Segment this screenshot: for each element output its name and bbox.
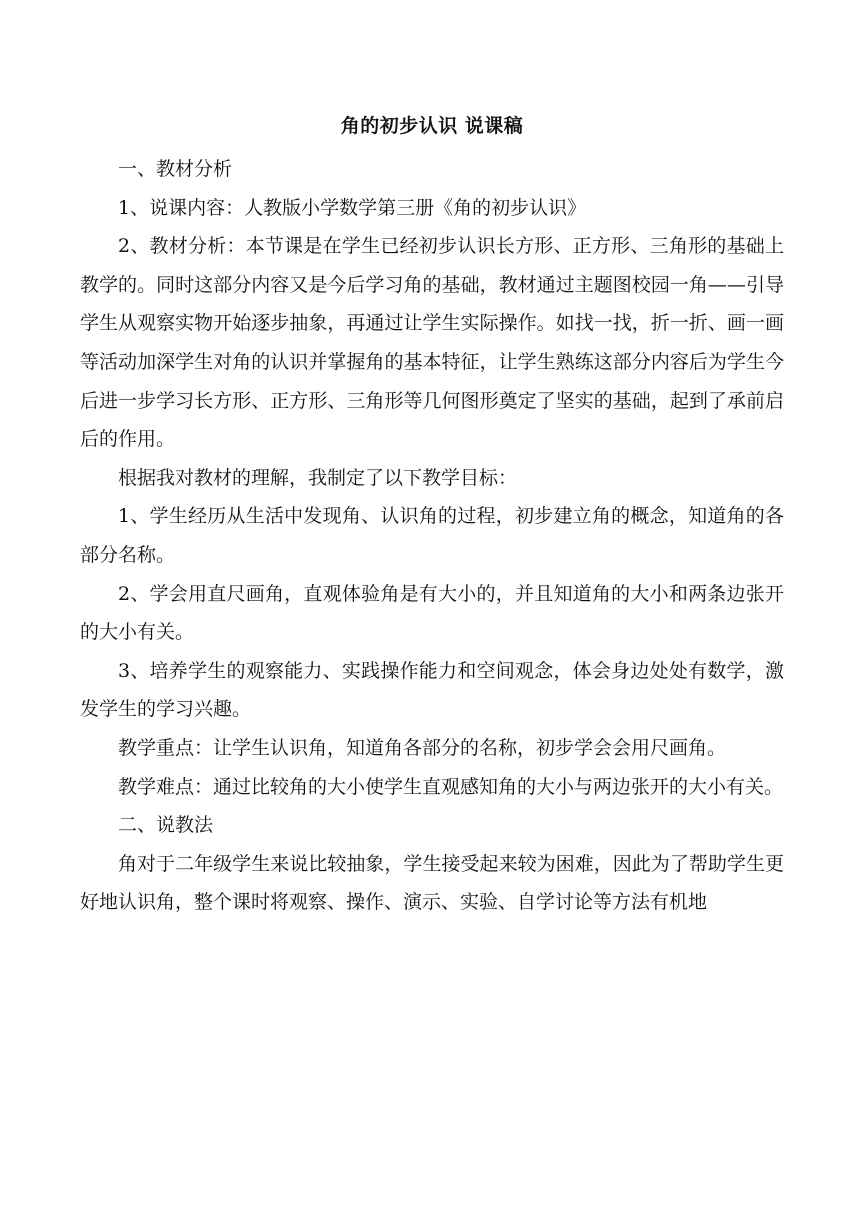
paragraph-goals-intro: 根据我对教材的理解，我制定了以下教学目标： <box>118 466 518 489</box>
document-title: 角的初步认识 说课稿 <box>340 115 524 137</box>
paragraph-goal-1: 1、学生经历从生活中发现角、认识角的过程，初步建立角的概念，知道角的各部分名称。 <box>80 505 784 566</box>
section-heading-materials: 一、教材分析 <box>118 158 233 180</box>
document-body <box>80 112 784 922</box>
paragraph-material-analysis: 2、教材分析：本节课是在学生已经初步认识长方形、正方形、三角形的基础上教学的。同时这部分内容又是今后学习角的基础，教材通过主题图校园一角——引导学生从观察实物开始逐步抽象，再通过让学生实际操作。如找一找，折一折、画一画等活动加深学生对角的认识并掌握角的基本特征，让学生熟练这部分内容后为学生今后进一步学习长方形、正方形、三角形等几何图形奠定了坚实的基础，起到了承前启后的作用。 <box>80 235 784 451</box>
paragraph-goal-3: 3、培养学生的观察能力、实践操作能力和空间观念，体会身边处处有数学，激发学生的学习兴趣。 <box>80 659 784 721</box>
paragraph-lesson-content: 1、说课内容：人教版小学数学第三册《角的初步认识》 <box>118 196 587 219</box>
paragraph-goal-2: 2、学会用直尺画角，直观体验角是有大小的，并且知道角的大小和两条边张开的大小有关。 <box>80 582 784 644</box>
paragraph-key-point: 教学重点：让学生认识角，知道角各部分的名称，初步学会会用尺画角。 <box>118 736 727 759</box>
section-heading-methods: 二、说教法 <box>118 814 214 837</box>
paragraph-difficulty: 教学难点：通过比较角的大小使学生直观感知角的大小与两边张开的大小有关。 <box>118 775 784 798</box>
paragraph-methods: 角对于二年级学生来说比较抽象，学生接受起来较为困难，因此为了帮助学生更好地认识角，整个课时将观察、操作、演示、实验、自学讨论等方法有机地 <box>80 852 784 914</box>
